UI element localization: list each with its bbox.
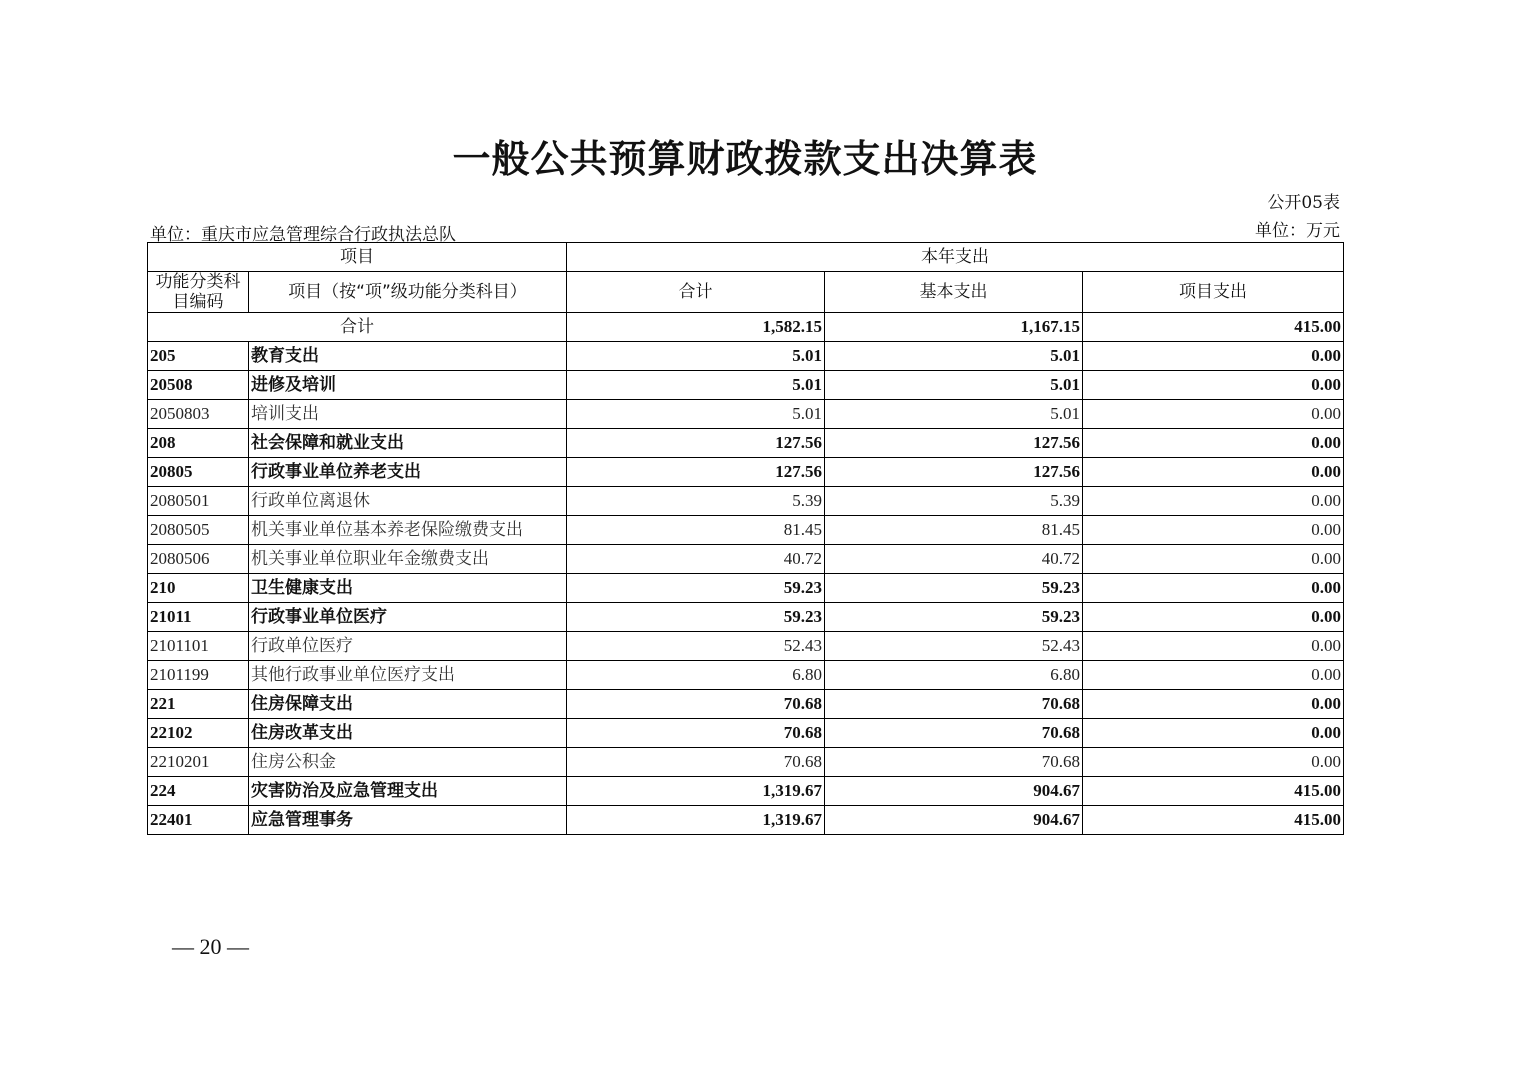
- table-row: [148, 458, 1344, 487]
- row-code: 2050803: [148, 400, 249, 429]
- row-project: 0.00: [1083, 748, 1344, 777]
- row-basic: 5.01: [825, 371, 1083, 400]
- table-row: [148, 400, 1344, 429]
- row-name: 其他行政事业单位医疗支出: [249, 661, 567, 690]
- row-code: 2080506: [148, 545, 249, 574]
- row-project: 0.00: [1083, 545, 1344, 574]
- row-basic: 904.67: [825, 777, 1083, 806]
- header-project: 项目: [148, 243, 567, 272]
- total-label: 合计: [148, 313, 567, 342]
- row-name: 行政单位医疗: [249, 632, 567, 661]
- row-total: 1,319.67: [567, 806, 825, 835]
- row-total: 59.23: [567, 603, 825, 632]
- row-project: 0.00: [1083, 516, 1344, 545]
- row-basic: 70.68: [825, 719, 1083, 748]
- table-row: [148, 487, 1344, 516]
- row-project: 415.00: [1083, 806, 1344, 835]
- organization-unit: 单位：重庆市应急管理综合行政执法总队: [150, 225, 456, 245]
- row-project: 0.00: [1083, 632, 1344, 661]
- row-project: 0.00: [1083, 458, 1344, 487]
- row-basic: 5.39: [825, 487, 1083, 516]
- total-sum: 1,582.15: [567, 313, 825, 342]
- page-title: 一般公共预算财政拨款支出决算表: [452, 136, 1038, 181]
- row-basic: 59.23: [825, 574, 1083, 603]
- row-basic: 59.23: [825, 603, 1083, 632]
- row-project: 0.00: [1083, 719, 1344, 748]
- row-name: 教育支出: [249, 342, 567, 371]
- row-name: 住房公积金: [249, 748, 567, 777]
- row-basic: 70.68: [825, 748, 1083, 777]
- row-code: 20508: [148, 371, 249, 400]
- row-code: 224: [148, 777, 249, 806]
- row-name: 机关事业单位基本养老保险缴费支出: [249, 516, 567, 545]
- row-project: 0.00: [1083, 400, 1344, 429]
- row-basic: 81.45: [825, 516, 1083, 545]
- row-code: 2080501: [148, 487, 249, 516]
- row-code: 20805: [148, 458, 249, 487]
- total-project: 415.00: [1083, 313, 1344, 342]
- form-number: 公开05表: [1267, 193, 1340, 213]
- row-total: 59.23: [567, 574, 825, 603]
- table-row: [148, 371, 1344, 400]
- row-basic: 904.67: [825, 806, 1083, 835]
- row-total: 81.45: [567, 516, 825, 545]
- row-total: 70.68: [567, 690, 825, 719]
- row-project: 0.00: [1083, 487, 1344, 516]
- row-name: 行政单位离退休: [249, 487, 567, 516]
- total-basic: 1,167.15: [825, 313, 1083, 342]
- row-code: 2080505: [148, 516, 249, 545]
- row-basic: 127.56: [825, 458, 1083, 487]
- row-code: 2101101: [148, 632, 249, 661]
- header-total: 合计: [567, 272, 825, 313]
- row-name: 培训支出: [249, 400, 567, 429]
- row-basic: 5.01: [825, 342, 1083, 371]
- row-code: 208: [148, 429, 249, 458]
- header-project-expense: 项目支出: [1083, 272, 1344, 313]
- row-name: 应急管理事务: [249, 806, 567, 835]
- header-basic: 基本支出: [825, 272, 1083, 313]
- row-basic: 127.56: [825, 429, 1083, 458]
- row-code: 205: [148, 342, 249, 371]
- row-name: 住房改革支出: [249, 719, 567, 748]
- row-basic: 70.68: [825, 690, 1083, 719]
- total-row: [148, 313, 1344, 342]
- row-name: 机关事业单位职业年金缴费支出: [249, 545, 567, 574]
- row-name: 行政事业单位养老支出: [249, 458, 567, 487]
- row-name: 进修及培训: [249, 371, 567, 400]
- row-name: 社会保障和就业支出: [249, 429, 567, 458]
- table-row: [148, 777, 1344, 806]
- row-total: 5.01: [567, 342, 825, 371]
- row-total: 70.68: [567, 719, 825, 748]
- row-total: 52.43: [567, 632, 825, 661]
- row-project: 0.00: [1083, 342, 1344, 371]
- row-name: 卫生健康支出: [249, 574, 567, 603]
- table-row: [148, 719, 1344, 748]
- row-code: 221: [148, 690, 249, 719]
- row-total: 70.68: [567, 748, 825, 777]
- row-total: 40.72: [567, 545, 825, 574]
- row-code: 22102: [148, 719, 249, 748]
- row-code: 2210201: [148, 748, 249, 777]
- header-current-year: 本年支出: [567, 243, 1344, 272]
- row-total: 6.80: [567, 661, 825, 690]
- table-row: [148, 632, 1344, 661]
- row-total: 5.01: [567, 400, 825, 429]
- table-row: [148, 545, 1344, 574]
- row-total: 127.56: [567, 458, 825, 487]
- row-total: 5.39: [567, 487, 825, 516]
- row-name: 行政事业单位医疗: [249, 603, 567, 632]
- row-basic: 40.72: [825, 545, 1083, 574]
- row-total: 5.01: [567, 371, 825, 400]
- table-row: [148, 661, 1344, 690]
- table-row: [148, 603, 1344, 632]
- currency-unit: 单位：万元: [1255, 221, 1340, 241]
- row-project: 0.00: [1083, 371, 1344, 400]
- row-code: 21011: [148, 603, 249, 632]
- table-row: [148, 516, 1344, 545]
- row-total: 127.56: [567, 429, 825, 458]
- row-project: 0.00: [1083, 574, 1344, 603]
- header-item: 项目（按“项”级功能分类科目）: [249, 272, 567, 313]
- row-project: 0.00: [1083, 661, 1344, 690]
- row-name: 住房保障支出: [249, 690, 567, 719]
- row-project: 0.00: [1083, 603, 1344, 632]
- row-project: 0.00: [1083, 429, 1344, 458]
- header-code: 功能分类科目编码: [148, 272, 249, 313]
- row-project: 0.00: [1083, 690, 1344, 719]
- table-row: [148, 748, 1344, 777]
- row-code: 2101199: [148, 661, 249, 690]
- table-row: [148, 574, 1344, 603]
- row-code: 22401: [148, 806, 249, 835]
- row-project: 415.00: [1083, 777, 1344, 806]
- row-basic: 6.80: [825, 661, 1083, 690]
- expenditure-table: [147, 242, 1344, 835]
- table-row: [148, 690, 1344, 719]
- page-number: — 20 —: [172, 934, 249, 959]
- table-row: [148, 342, 1344, 371]
- table-row: [148, 429, 1344, 458]
- row-total: 1,319.67: [567, 777, 825, 806]
- row-code: 210: [148, 574, 249, 603]
- row-basic: 52.43: [825, 632, 1083, 661]
- row-basic: 5.01: [825, 400, 1083, 429]
- table-row: [148, 806, 1344, 835]
- row-name: 灾害防治及应急管理支出: [249, 777, 567, 806]
